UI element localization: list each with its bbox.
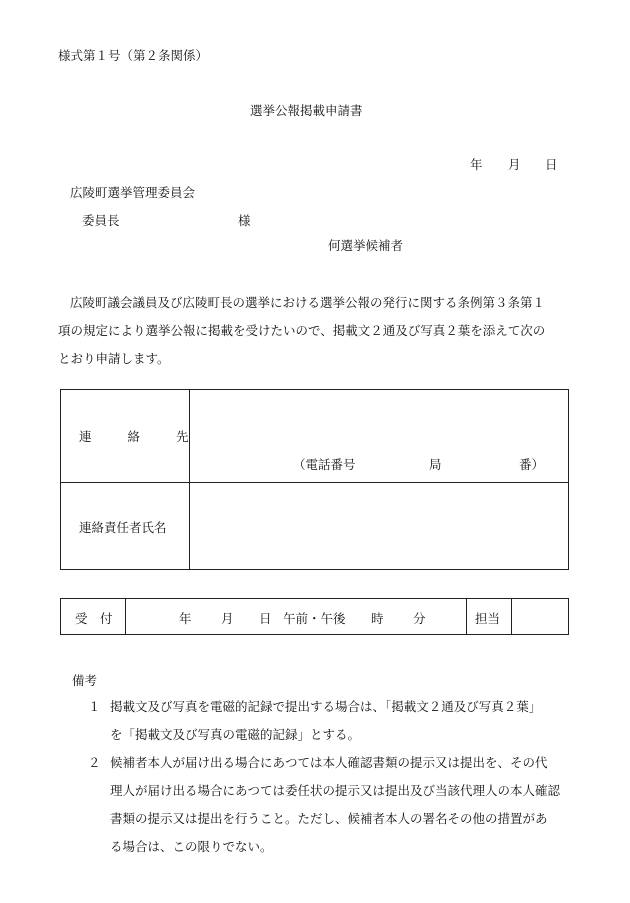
note-line: る場合は、この限りでない。 [110, 839, 273, 854]
form-number-label: 様式第１号（第２条関係） [58, 48, 209, 63]
date-year-label: 年 [470, 157, 483, 172]
note-line: 書類の提示又は提出を行うこと。ただし、候補者本人の署名その他の措置があ [110, 811, 548, 826]
reception-day: 日 [259, 611, 272, 626]
reception-ampm: 午前・午後 [283, 611, 346, 626]
applicant-label: 何選挙候補者 [328, 238, 404, 253]
contact-label-char: 連 [79, 429, 92, 444]
application-body [58, 289, 568, 373]
reception-month: 月 [221, 611, 234, 626]
contact-label-char: 先 [175, 429, 189, 444]
note-item [88, 749, 588, 861]
note-number: ２ [88, 755, 101, 770]
reception-minute: 分 [413, 611, 426, 626]
contact-label-char: 絡 [127, 429, 140, 444]
table-divider [189, 390, 190, 569]
date-month-label: 月 [508, 157, 521, 172]
note-number: １ [88, 699, 101, 714]
page-title: 選挙公報掲載申請書 [250, 103, 363, 118]
staff-label: 担当 [475, 611, 501, 626]
addressee-chair: 委員長 [82, 213, 120, 228]
table-divider [61, 482, 568, 483]
table-divider [511, 599, 512, 634]
notes-heading: 備考 [72, 673, 98, 688]
body-line: 項の規定により選挙公報に掲載を受けたいので、掲載文２通及び写真２葉を添えて次の [58, 323, 546, 338]
addressee-organization: 広陵町選挙管理委員会 [70, 185, 196, 200]
body-line: とおり申請します。 [58, 351, 170, 366]
phone-exchange-label: 局 [429, 457, 442, 472]
reception-table [60, 598, 569, 635]
note-line: 掲載文及び写真を電磁的記録で提出する場合は、「掲載文２通及び写真２葉」 [110, 699, 542, 714]
contact-label [79, 427, 188, 445]
reception-label: 受 付 [75, 611, 113, 626]
reception-year: 年 [179, 611, 192, 626]
note-item [88, 693, 588, 749]
note-line: を「掲載文及び写真の電磁的記録」とする。 [110, 727, 361, 742]
body-line: 広陵町議会議員及び広陵町長の選挙における選挙公報の発行に関する条例第３条第１ [70, 295, 546, 310]
table-divider [466, 599, 467, 634]
phone-number-label: （電話番号 [293, 457, 356, 472]
contact-table [60, 389, 569, 570]
note-line: 理人が届け出る場合にあつては委任状の提示又は提出及び当該代理人の本人確認 [110, 783, 561, 798]
addressee-honorific: 様 [238, 213, 251, 228]
date-day-label: 日 [545, 157, 558, 172]
table-divider [125, 599, 126, 634]
reception-hour: 時 [371, 611, 384, 626]
responsible-person-label: 連絡責任者氏名 [79, 520, 167, 535]
note-line: 候補者本人が届け出る場合にあつては本人確認書類の提示又は提出を、その代 [110, 755, 548, 770]
phone-number-suffix: 番） [519, 457, 545, 472]
